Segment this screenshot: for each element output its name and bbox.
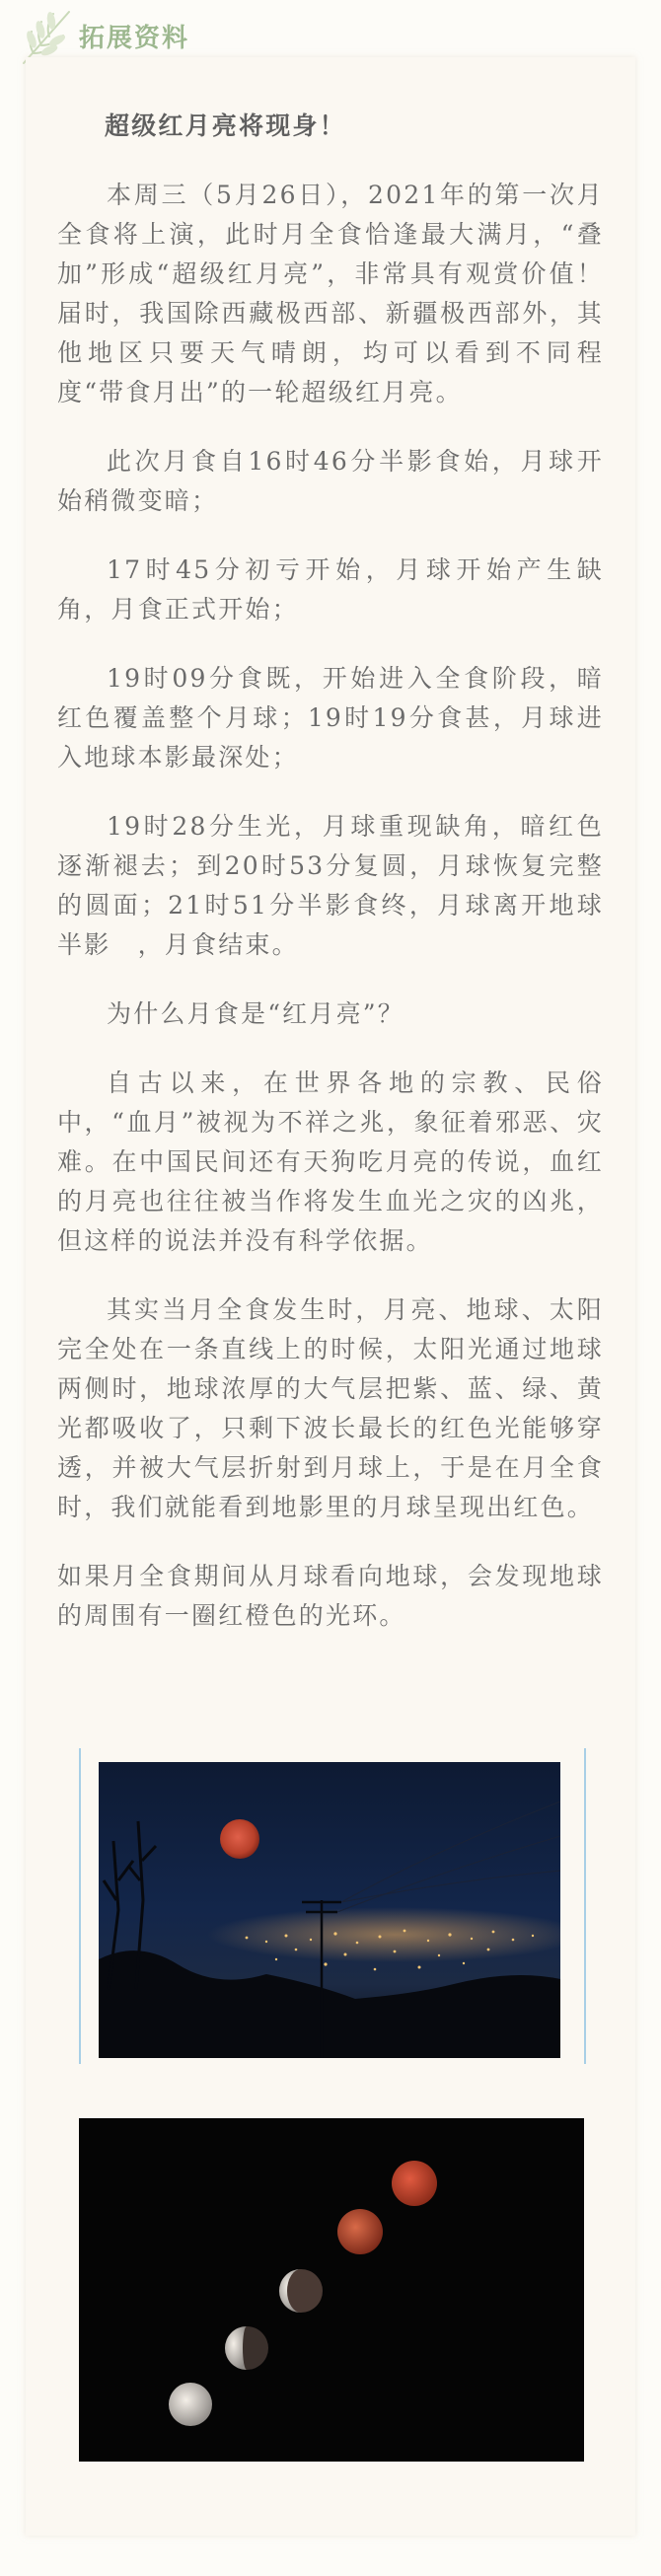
paragraph: 其实当月全食发生时，月亮、地球、太阳完全处在一条直线上的时候，太阳光通过地球两侧时，地球浓厚的大气层把紫、蓝、绿、黄光都吸收了，只剩下波长最长的红色光能够穿透，并被大气层折射到月球上，于是在月全食时，我们就能看到地影里的月球呈现出红色。 [57, 1295, 604, 1521]
lunar-eclipse-sequence-photo [79, 2118, 584, 2462]
paragraph: 本周三（5月26日），2021年的第一次月全食将上演，此时月全食恰逢最大满月，“叠加”形成“超级红月亮”，非常具有观赏价值！届时，我国除西藏极西部、新疆极西部外，其他地区只要天气晴朗，均可以看到不同程度“带食月出”的一轮超级红月亮。 [57, 181, 604, 406]
red-moon-over-city-night-photo [99, 1762, 560, 2058]
paragraph: 17时45分初亏开始，月球开始产生缺角，月食正式开始； [57, 555, 604, 624]
section-title: 拓展资料 [79, 24, 190, 53]
paragraph: 19时09分食既，开始进入全食阶段，暗红色覆盖整个月球；19时19分食甚，月球进入地球本影最深处； [57, 664, 604, 772]
article-body [57, 107, 604, 1665]
header [0, 0, 661, 65]
article-title: 超级红月亮将现身！ [105, 111, 346, 140]
paragraph: 19时28分生光，月球重现缺角，暗红色逐渐褪去；到20时53分复圆，月球恢复完整的圆面；21时51分半影食终，月球离开地球半影 ，月食结束。 [57, 812, 604, 959]
paragraph: 自古以来，在世界各地的宗教、民俗中，“血月”被视为不祥之兆，象征着邪恶、灾难。在中国民间还有天狗吃月亮的传说，血红的月亮也往往被当作将发生血光之灾的凶兆，但这样的说法并没有科学依据。 [57, 1068, 604, 1255]
subheading: 为什么月食是“红月亮”？ [107, 999, 404, 1028]
paragraph: 如果月全食期间从月球看向地球，会发现地球的周围有一圈红橙色的光环。 [57, 1562, 604, 1630]
paragraph: 此次月食自16时46分半影食始，月球开始稍微变暗； [57, 447, 604, 515]
